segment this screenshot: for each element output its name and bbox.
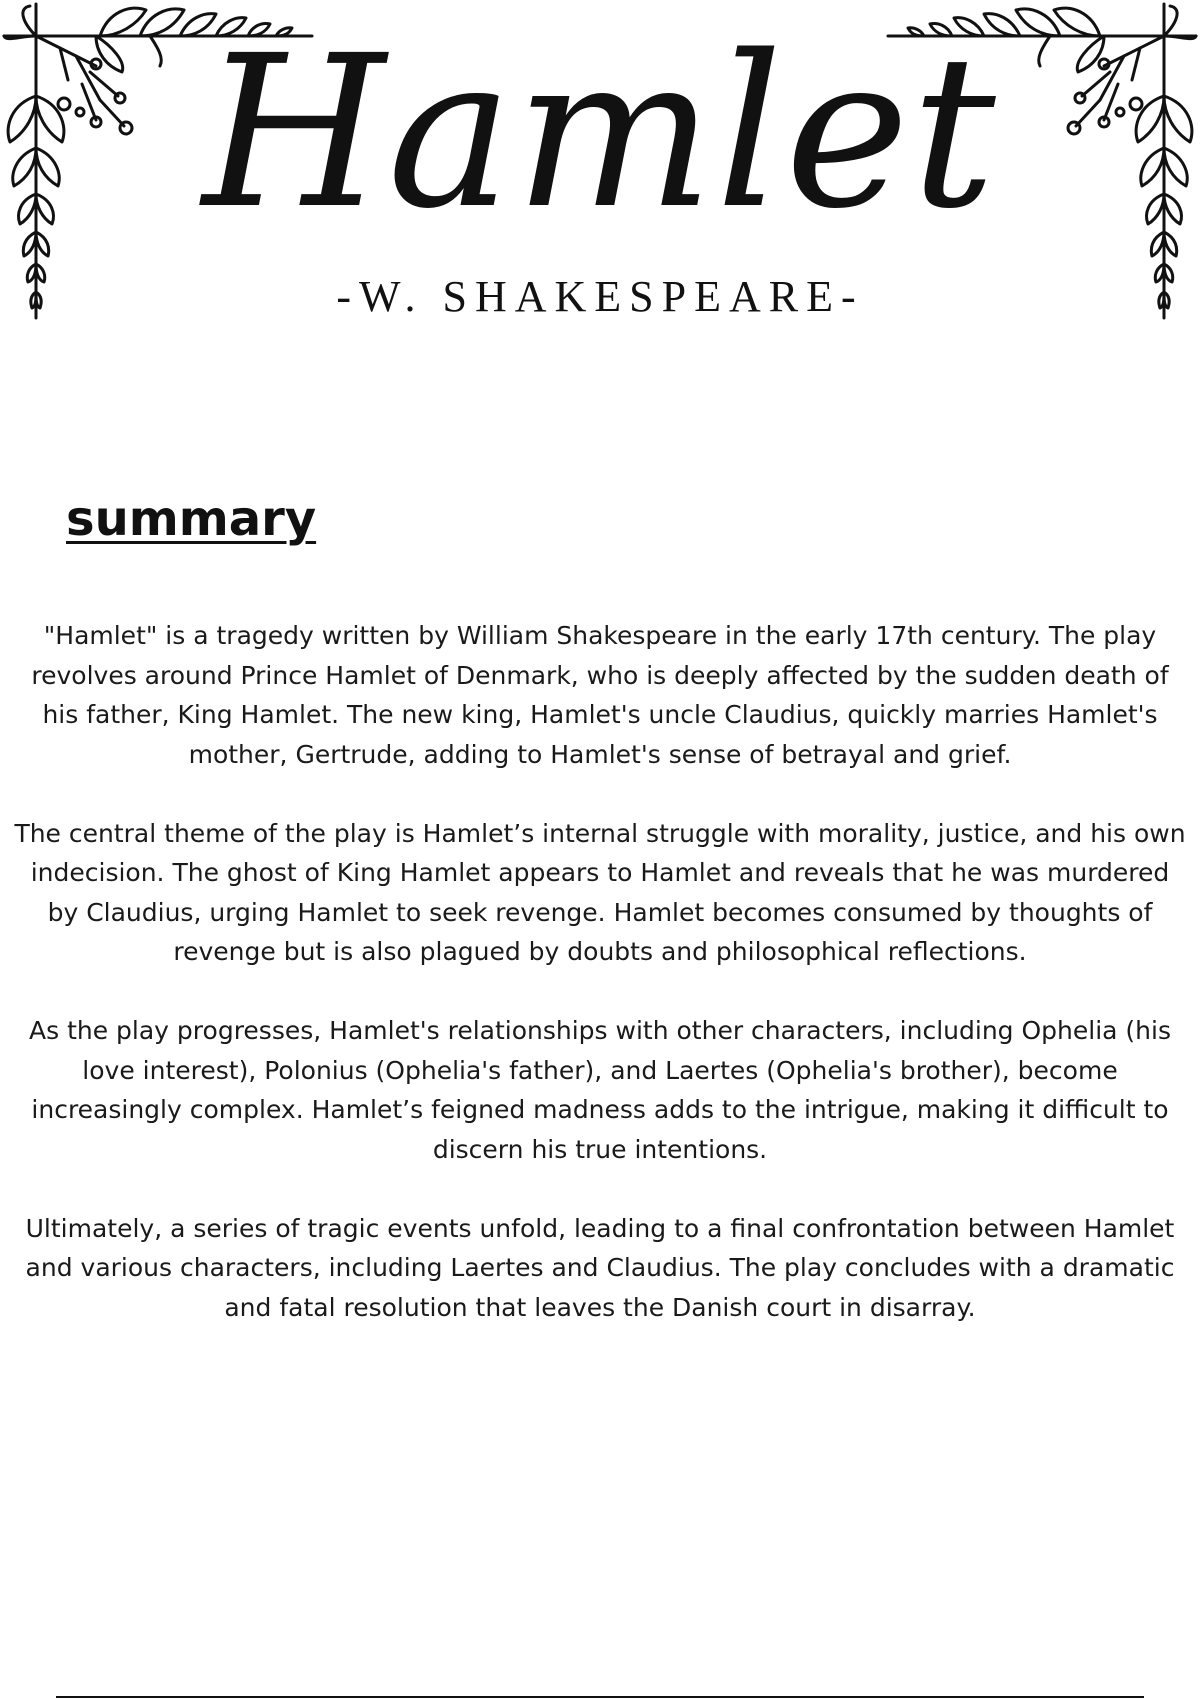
author-byline: -W. SHAKESPEARE- xyxy=(336,272,864,321)
summary-paragraph: Ultimately, a series of tragic events unfold, leading to a final confrontation between Hamlet and various characters, including Laertes and Claudius. The play concludes with a dramatic and fatal resolution that leaves the Danish court in disarray. xyxy=(25,1213,1175,1322)
footer-divider xyxy=(56,1696,1144,1698)
summary-paragraph: As the play progresses, Hamlet's relationships with other characters, including Ophelia (his love interest), Polonius (Ophelia's father), and Laertes (Ophelia's brother), become increasingly complex. Hamlet’s feigned madness adds to the intrigue, making it difficult to discern his true intentions. xyxy=(29,1016,1171,1164)
summary-paragraph: "Hamlet" is a tragedy written by William Shakespeare in the early 17th century. The play revolves around Prince Hamlet of Denmark, who is deeply affected by the sudden death of his father, King Hamlet. The new king, Hamlet's uncle Claudius, quickly marries Hamlet's mother, Gertrude, adding to Hamlet's sense of betrayal and grief. xyxy=(31,621,1169,769)
summary-body xyxy=(14,616,1186,1367)
summary-heading: summary xyxy=(66,491,317,547)
page-header xyxy=(0,0,1200,330)
page-title: Hamlet xyxy=(202,10,998,255)
summary-paragraph: The central theme of the play is Hamlet’s internal struggle with morality, justice, and his own indecision. The ghost of King Hamlet appears to Hamlet and reveals that he was murdered by Claudius, urging Hamlet to seek revenge. Hamlet becomes consumed by thoughts of revenge but is also plagued by doubts and philosophical reflections. xyxy=(14,818,1186,966)
